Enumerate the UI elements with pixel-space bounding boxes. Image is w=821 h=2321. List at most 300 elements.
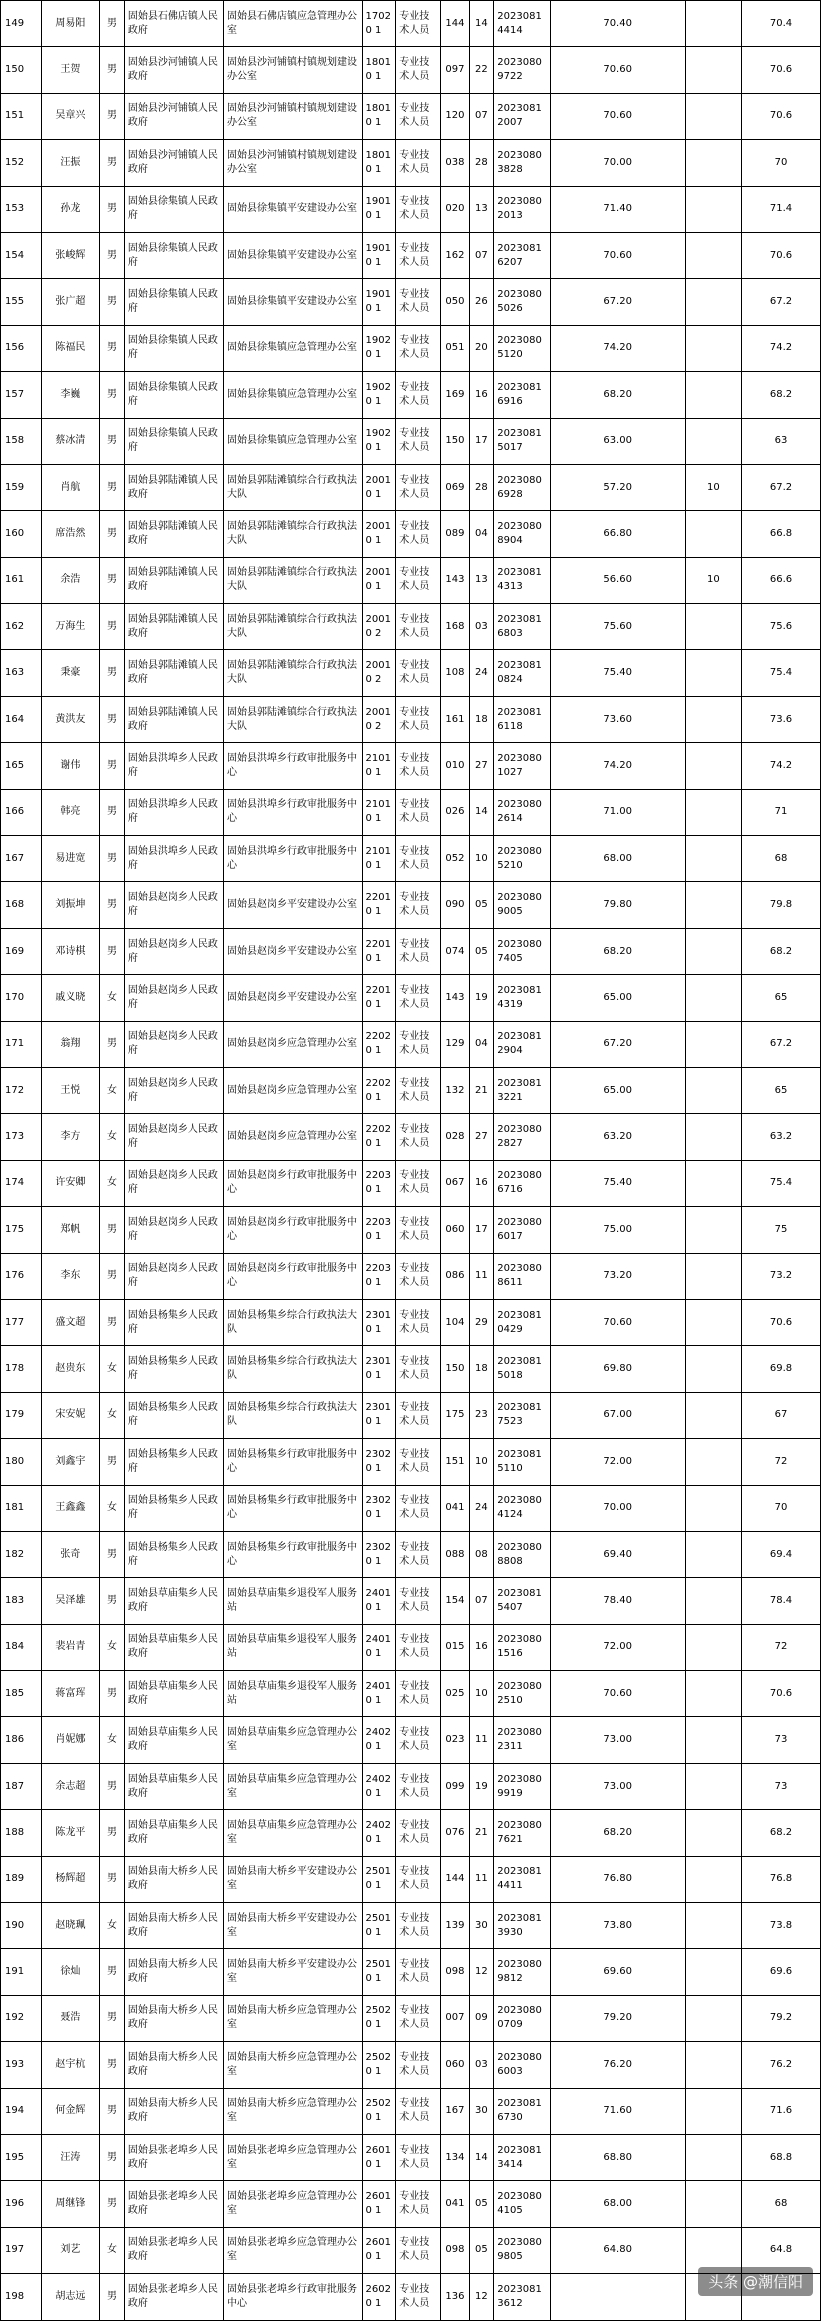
room-cell: 098 bbox=[441, 1949, 469, 1995]
table-row bbox=[1, 1671, 821, 1717]
name-cell: 汪振 bbox=[41, 140, 100, 186]
post-type-cell: 专业技术人员 bbox=[396, 557, 441, 603]
total-cell: 67 bbox=[742, 1392, 821, 1438]
post-type-cell: 专业技术人员 bbox=[396, 2134, 441, 2180]
dept-cell: 固始县沙河铺镇村镇规划建设办公室 bbox=[223, 47, 362, 93]
seq-cell: 176 bbox=[1, 1253, 42, 1299]
ticket-cell: 2023081 4313 bbox=[494, 557, 550, 603]
seat-cell: 10 bbox=[469, 1439, 494, 1485]
written-score-cell: 66.80 bbox=[550, 511, 685, 557]
total-cell: 68.8 bbox=[742, 2134, 821, 2180]
post-code-cell: 18010 1 bbox=[362, 140, 396, 186]
seat-cell: 14 bbox=[469, 2134, 494, 2180]
dept-cell: 固始县郭陆滩镇综合行政执法大队 bbox=[223, 464, 362, 510]
name-cell: 聂浩 bbox=[41, 1995, 100, 2041]
room-cell: 120 bbox=[441, 93, 469, 139]
seat-cell: 11 bbox=[469, 1717, 494, 1763]
ticket-cell: 2023080 6017 bbox=[494, 1207, 550, 1253]
seq-cell: 153 bbox=[1, 186, 42, 232]
gender-cell: 男 bbox=[100, 2088, 125, 2134]
ticket-cell: 2023080 5026 bbox=[494, 279, 550, 325]
seq-cell: 155 bbox=[1, 279, 42, 325]
room-cell: 052 bbox=[441, 836, 469, 882]
post-type-cell: 专业技术人员 bbox=[396, 1856, 441, 1902]
post-code-cell: 24010 1 bbox=[362, 1578, 396, 1624]
unit-cell: 固始县徐集镇人民政府 bbox=[124, 186, 223, 232]
dept-cell: 固始县赵岗乡应急管理办公室 bbox=[223, 1067, 362, 1113]
total-cell: 69.6 bbox=[742, 1949, 821, 1995]
post-type-cell: 专业技术人员 bbox=[396, 1763, 441, 1809]
unit-cell: 固始县赵岗乡人民政府 bbox=[124, 1021, 223, 1067]
table-row bbox=[1, 557, 821, 603]
total-cell: 71.4 bbox=[742, 186, 821, 232]
unit-cell: 固始县杨集乡人民政府 bbox=[124, 1439, 223, 1485]
seat-cell: 07 bbox=[469, 1578, 494, 1624]
name-cell: 刘振坤 bbox=[41, 882, 100, 928]
total-cell: 71.6 bbox=[742, 2088, 821, 2134]
written-score-cell: 68.00 bbox=[550, 836, 685, 882]
unit-cell: 固始县沙河铺镇人民政府 bbox=[124, 47, 223, 93]
post-code-cell: 23020 1 bbox=[362, 1485, 396, 1531]
bonus-cell bbox=[685, 1299, 741, 1345]
gender-cell: 男 bbox=[100, 1207, 125, 1253]
unit-cell: 固始县郭陆滩镇人民政府 bbox=[124, 464, 223, 510]
seat-cell: 19 bbox=[469, 975, 494, 1021]
seq-cell: 152 bbox=[1, 140, 42, 186]
post-type-cell: 专业技术人员 bbox=[396, 325, 441, 371]
name-cell: 王贺 bbox=[41, 47, 100, 93]
dept-cell: 固始县南大桥乡应急管理办公室 bbox=[223, 1995, 362, 2041]
name-cell: 李巍 bbox=[41, 372, 100, 418]
gender-cell: 男 bbox=[100, 279, 125, 325]
dept-cell: 固始县张老埠乡应急管理办公室 bbox=[223, 2134, 362, 2180]
total-cell: 78.4 bbox=[742, 1578, 821, 1624]
bonus-cell bbox=[685, 1671, 741, 1717]
post-type-cell: 专业技术人员 bbox=[396, 1578, 441, 1624]
table-row bbox=[1, 1995, 821, 2041]
post-code-cell: 20010 1 bbox=[362, 511, 396, 557]
bonus-cell bbox=[685, 511, 741, 557]
seat-cell: 12 bbox=[469, 2274, 494, 2320]
name-cell: 陈龙平 bbox=[41, 1810, 100, 1856]
dept-cell: 固始县杨集乡行政审批服务中心 bbox=[223, 1485, 362, 1531]
bonus-cell bbox=[685, 696, 741, 742]
post-code-cell: 18010 1 bbox=[362, 93, 396, 139]
dept-cell: 固始县张老埠乡行政审批服务中心 bbox=[223, 2274, 362, 2320]
post-code-cell: 26010 1 bbox=[362, 2227, 396, 2273]
unit-cell: 固始县郭陆滩镇人民政府 bbox=[124, 511, 223, 557]
seq-cell: 185 bbox=[1, 1671, 42, 1717]
dept-cell: 固始县赵岗乡平安建设办公室 bbox=[223, 975, 362, 1021]
seat-cell: 05 bbox=[469, 928, 494, 974]
name-cell: 张奇 bbox=[41, 1531, 100, 1577]
unit-cell: 固始县南大桥乡人民政府 bbox=[124, 1949, 223, 1995]
seq-cell: 169 bbox=[1, 928, 42, 974]
post-type-cell: 专业技术人员 bbox=[396, 1903, 441, 1949]
table-row bbox=[1, 93, 821, 139]
gender-cell: 男 bbox=[100, 372, 125, 418]
bonus-cell bbox=[685, 372, 741, 418]
written-score-cell: 75.40 bbox=[550, 1160, 685, 1206]
table-row bbox=[1, 2227, 821, 2273]
post-code-cell: 20010 1 bbox=[362, 557, 396, 603]
bonus-cell bbox=[685, 975, 741, 1021]
total-cell: 73 bbox=[742, 1763, 821, 1809]
dept-cell: 固始县徐集镇应急管理办公室 bbox=[223, 418, 362, 464]
ticket-cell: 2023081 2007 bbox=[494, 93, 550, 139]
seq-cell: 168 bbox=[1, 882, 42, 928]
name-cell: 黄洪友 bbox=[41, 696, 100, 742]
ticket-cell: 2023081 5018 bbox=[494, 1346, 550, 1392]
bonus-cell bbox=[685, 1485, 741, 1531]
unit-cell: 固始县赵岗乡人民政府 bbox=[124, 1253, 223, 1299]
room-cell: 088 bbox=[441, 1531, 469, 1577]
ticket-cell: 2023080 1027 bbox=[494, 743, 550, 789]
unit-cell: 固始县沙河铺镇人民政府 bbox=[124, 93, 223, 139]
dept-cell: 固始县洪埠乡行政审批服务中心 bbox=[223, 789, 362, 835]
gender-cell: 男 bbox=[100, 1531, 125, 1577]
dept-cell: 固始县杨集乡行政审批服务中心 bbox=[223, 1439, 362, 1485]
bonus-cell bbox=[685, 928, 741, 974]
room-cell: 089 bbox=[441, 511, 469, 557]
post-type-cell: 专业技术人员 bbox=[396, 511, 441, 557]
room-cell: 134 bbox=[441, 2134, 469, 2180]
unit-cell: 固始县张老埠乡人民政府 bbox=[124, 2274, 223, 2320]
gender-cell: 男 bbox=[100, 789, 125, 835]
ticket-cell: 2023081 4411 bbox=[494, 1856, 550, 1902]
room-cell: 015 bbox=[441, 1624, 469, 1670]
name-cell: 刘鑫宇 bbox=[41, 1439, 100, 1485]
gender-cell: 男 bbox=[100, 696, 125, 742]
written-score-cell: 67.20 bbox=[550, 279, 685, 325]
post-code-cell: 20010 2 bbox=[362, 604, 396, 650]
dept-cell: 固始县南大桥乡平安建设办公室 bbox=[223, 1856, 362, 1902]
unit-cell: 固始县南大桥乡人民政府 bbox=[124, 1856, 223, 1902]
total-cell: 70.6 bbox=[742, 93, 821, 139]
gender-cell: 男 bbox=[100, 604, 125, 650]
post-code-cell: 21010 1 bbox=[362, 836, 396, 882]
seq-cell: 166 bbox=[1, 789, 42, 835]
seat-cell: 23 bbox=[469, 1392, 494, 1438]
seat-cell: 29 bbox=[469, 1299, 494, 1345]
table-row bbox=[1, 1485, 821, 1531]
seq-cell: 167 bbox=[1, 836, 42, 882]
written-score-cell: 72.00 bbox=[550, 1624, 685, 1670]
total-cell: 74.2 bbox=[742, 743, 821, 789]
seat-cell: 12 bbox=[469, 1949, 494, 1995]
written-score-cell: 74.20 bbox=[550, 743, 685, 789]
seat-cell: 14 bbox=[469, 789, 494, 835]
written-score-cell: 70.00 bbox=[550, 140, 685, 186]
unit-cell: 固始县赵岗乡人民政府 bbox=[124, 1207, 223, 1253]
bonus-cell bbox=[685, 186, 741, 232]
bonus-cell bbox=[685, 1903, 741, 1949]
total-cell: 70.6 bbox=[742, 47, 821, 93]
name-cell: 余浩 bbox=[41, 557, 100, 603]
total-cell: 70.6 bbox=[742, 1671, 821, 1717]
gender-cell: 男 bbox=[100, 2042, 125, 2088]
gender-cell: 男 bbox=[100, 836, 125, 882]
total-cell: 72 bbox=[742, 1439, 821, 1485]
post-code-cell: 19010 1 bbox=[362, 279, 396, 325]
room-cell: 010 bbox=[441, 743, 469, 789]
total-cell: 64.8 bbox=[742, 2227, 821, 2273]
unit-cell: 固始县草庙集乡人民政府 bbox=[124, 1671, 223, 1717]
unit-cell: 固始县郭陆滩镇人民政府 bbox=[124, 650, 223, 696]
table-row bbox=[1, 232, 821, 278]
table-row bbox=[1, 1624, 821, 1670]
post-type-cell: 专业技术人员 bbox=[396, 1810, 441, 1856]
table-row bbox=[1, 1392, 821, 1438]
ticket-cell: 2023080 9005 bbox=[494, 882, 550, 928]
table-row bbox=[1, 1346, 821, 1392]
dept-cell: 固始县赵岗乡平安建设办公室 bbox=[223, 928, 362, 974]
table-row bbox=[1, 1903, 821, 1949]
room-cell: 051 bbox=[441, 325, 469, 371]
room-cell: 025 bbox=[441, 1671, 469, 1717]
gender-cell: 男 bbox=[100, 928, 125, 974]
gender-cell: 男 bbox=[100, 1578, 125, 1624]
written-score-cell: 70.00 bbox=[550, 1485, 685, 1531]
table-row bbox=[1, 418, 821, 464]
post-type-cell: 专业技术人员 bbox=[396, 1067, 441, 1113]
post-code-cell: 19020 1 bbox=[362, 372, 396, 418]
name-cell: 赵宇杭 bbox=[41, 2042, 100, 2088]
bonus-cell bbox=[685, 279, 741, 325]
table-row bbox=[1, 1856, 821, 1902]
table-row bbox=[1, 325, 821, 371]
ticket-cell: 2023081 4319 bbox=[494, 975, 550, 1021]
seq-cell: 195 bbox=[1, 2134, 42, 2180]
bonus-cell bbox=[685, 882, 741, 928]
ticket-cell: 2023080 5120 bbox=[494, 325, 550, 371]
bonus-cell bbox=[685, 1439, 741, 1485]
name-cell: 李东 bbox=[41, 1253, 100, 1299]
bonus-cell bbox=[685, 1346, 741, 1392]
table-row bbox=[1, 2134, 821, 2180]
seq-cell: 179 bbox=[1, 1392, 42, 1438]
bonus-cell bbox=[685, 1160, 741, 1206]
gender-cell: 男 bbox=[100, 2274, 125, 2320]
unit-cell: 固始县徐集镇人民政府 bbox=[124, 232, 223, 278]
written-score-cell: 70.60 bbox=[550, 1299, 685, 1345]
table-row bbox=[1, 47, 821, 93]
dept-cell: 固始县草庙集乡退役军人服务站 bbox=[223, 1624, 362, 1670]
ticket-cell: 2023080 4105 bbox=[494, 2181, 550, 2227]
seq-cell: 198 bbox=[1, 2274, 42, 2320]
post-type-cell: 专业技术人员 bbox=[396, 1995, 441, 2041]
name-cell: 孙龙 bbox=[41, 186, 100, 232]
gender-cell: 男 bbox=[100, 1671, 125, 1717]
gender-cell: 男 bbox=[100, 882, 125, 928]
table-row bbox=[1, 279, 821, 325]
bonus-cell bbox=[685, 789, 741, 835]
seat-cell: 11 bbox=[469, 1856, 494, 1902]
written-score-cell: 75.40 bbox=[550, 650, 685, 696]
ticket-cell: 2023081 4414 bbox=[494, 1, 550, 47]
bonus-cell bbox=[685, 47, 741, 93]
table-row bbox=[1, 1949, 821, 1995]
bonus-cell bbox=[685, 2088, 741, 2134]
ticket-cell: 2023080 9722 bbox=[494, 47, 550, 93]
gender-cell: 男 bbox=[100, 1856, 125, 1902]
name-cell: 余志超 bbox=[41, 1763, 100, 1809]
unit-cell: 固始县杨集乡人民政府 bbox=[124, 1346, 223, 1392]
room-cell: 050 bbox=[441, 279, 469, 325]
ticket-cell: 2023080 5210 bbox=[494, 836, 550, 882]
bonus-cell bbox=[685, 1717, 741, 1763]
post-code-cell: 19020 1 bbox=[362, 325, 396, 371]
gender-cell: 男 bbox=[100, 1299, 125, 1345]
post-code-cell: 22020 1 bbox=[362, 1114, 396, 1160]
post-code-cell: 23020 1 bbox=[362, 1531, 396, 1577]
total-cell: 79.8 bbox=[742, 882, 821, 928]
post-type-cell: 专业技术人员 bbox=[396, 2181, 441, 2227]
ticket-cell: 2023081 3221 bbox=[494, 1067, 550, 1113]
seat-cell: 13 bbox=[469, 557, 494, 603]
gender-cell: 女 bbox=[100, 1624, 125, 1670]
room-cell: 139 bbox=[441, 1903, 469, 1949]
written-score-cell: 70.60 bbox=[550, 1671, 685, 1717]
bonus-cell bbox=[685, 650, 741, 696]
total-cell: 71 bbox=[742, 789, 821, 835]
seq-cell: 188 bbox=[1, 1810, 42, 1856]
total-cell: 68.2 bbox=[742, 372, 821, 418]
gender-cell: 男 bbox=[100, 2181, 125, 2227]
written-score-cell: 73.00 bbox=[550, 1763, 685, 1809]
gender-cell: 男 bbox=[100, 2134, 125, 2180]
room-cell: 168 bbox=[441, 604, 469, 650]
unit-cell: 固始县石佛店镇人民政府 bbox=[124, 1, 223, 47]
post-type-cell: 专业技术人员 bbox=[396, 1485, 441, 1531]
name-cell: 胡志远 bbox=[41, 2274, 100, 2320]
total-cell: 70 bbox=[742, 1485, 821, 1531]
table-row bbox=[1, 928, 821, 974]
seq-cell: 194 bbox=[1, 2088, 42, 2134]
seq-cell: 181 bbox=[1, 1485, 42, 1531]
unit-cell: 固始县杨集乡人民政府 bbox=[124, 1299, 223, 1345]
table-row bbox=[1, 836, 821, 882]
seat-cell: 03 bbox=[469, 2042, 494, 2088]
ticket-cell: 2023080 9805 bbox=[494, 2227, 550, 2273]
total-cell: 76.2 bbox=[742, 2042, 821, 2088]
unit-cell: 固始县草庙集乡人民政府 bbox=[124, 1578, 223, 1624]
seat-cell: 07 bbox=[469, 232, 494, 278]
post-code-cell: 25010 1 bbox=[362, 1949, 396, 1995]
ticket-cell: 2023080 7621 bbox=[494, 1810, 550, 1856]
seq-cell: 182 bbox=[1, 1531, 42, 1577]
bonus-cell bbox=[685, 1856, 741, 1902]
name-cell: 周继锋 bbox=[41, 2181, 100, 2227]
seq-cell: 165 bbox=[1, 743, 42, 789]
name-cell: 盛文超 bbox=[41, 1299, 100, 1345]
ticket-cell: 2023081 6118 bbox=[494, 696, 550, 742]
bonus-cell bbox=[685, 836, 741, 882]
room-cell: 144 bbox=[441, 1, 469, 47]
written-score-cell: 69.40 bbox=[550, 1531, 685, 1577]
dept-cell: 固始县杨集乡综合行政执法大队 bbox=[223, 1299, 362, 1345]
dept-cell: 固始县赵岗乡行政审批服务中心 bbox=[223, 1253, 362, 1299]
ticket-cell: 2023080 4124 bbox=[494, 1485, 550, 1531]
ticket-cell: 2023080 8611 bbox=[494, 1253, 550, 1299]
dept-cell: 固始县赵岗乡平安建设办公室 bbox=[223, 882, 362, 928]
total-cell: 70 bbox=[742, 140, 821, 186]
dept-cell: 固始县郭陆滩镇综合行政执法大队 bbox=[223, 696, 362, 742]
total-cell: 70.4 bbox=[742, 1, 821, 47]
name-cell: 何金辉 bbox=[41, 2088, 100, 2134]
table-row bbox=[1, 1, 821, 47]
name-cell: 韩亮 bbox=[41, 789, 100, 835]
dept-cell: 固始县草庙集乡退役军人服务站 bbox=[223, 1578, 362, 1624]
unit-cell: 固始县沙河铺镇人民政府 bbox=[124, 140, 223, 186]
post-type-cell: 专业技术人员 bbox=[396, 47, 441, 93]
seq-cell: 177 bbox=[1, 1299, 42, 1345]
written-score-cell: 73.60 bbox=[550, 696, 685, 742]
seq-cell: 157 bbox=[1, 372, 42, 418]
total-cell: 68 bbox=[742, 836, 821, 882]
name-cell: 蒋富珲 bbox=[41, 1671, 100, 1717]
written-score-cell: 68.20 bbox=[550, 1810, 685, 1856]
post-code-cell: 19010 1 bbox=[362, 186, 396, 232]
seq-cell: 158 bbox=[1, 418, 42, 464]
unit-cell: 固始县洪埠乡人民政府 bbox=[124, 836, 223, 882]
seq-cell: 171 bbox=[1, 1021, 42, 1067]
gender-cell: 男 bbox=[100, 650, 125, 696]
room-cell: 086 bbox=[441, 1253, 469, 1299]
seat-cell: 14 bbox=[469, 1, 494, 47]
seat-cell: 09 bbox=[469, 1995, 494, 2041]
post-code-cell: 18010 1 bbox=[362, 47, 396, 93]
table-row bbox=[1, 882, 821, 928]
table-row bbox=[1, 2181, 821, 2227]
table-row bbox=[1, 1067, 821, 1113]
post-type-cell: 专业技术人员 bbox=[396, 2088, 441, 2134]
post-code-cell: 22010 1 bbox=[362, 882, 396, 928]
post-type-cell: 专业技术人员 bbox=[396, 464, 441, 510]
written-score-cell: 70.60 bbox=[550, 93, 685, 139]
total-cell: 63 bbox=[742, 418, 821, 464]
seq-cell: 184 bbox=[1, 1624, 42, 1670]
gender-cell: 男 bbox=[100, 464, 125, 510]
table-row bbox=[1, 2042, 821, 2088]
dept-cell: 固始县洪埠乡行政审批服务中心 bbox=[223, 836, 362, 882]
name-cell: 张峻辉 bbox=[41, 232, 100, 278]
gender-cell: 男 bbox=[100, 1995, 125, 2041]
total-cell: 65 bbox=[742, 1067, 821, 1113]
seat-cell: 28 bbox=[469, 464, 494, 510]
post-type-cell: 专业技术人员 bbox=[396, 1114, 441, 1160]
dept-cell: 固始县南大桥乡平安建设办公室 bbox=[223, 1949, 362, 1995]
bonus-cell bbox=[685, 1392, 741, 1438]
post-code-cell: 25020 1 bbox=[362, 1995, 396, 2041]
bonus-cell bbox=[685, 1, 741, 47]
bonus-cell bbox=[685, 325, 741, 371]
gender-cell: 男 bbox=[100, 1810, 125, 1856]
name-cell: 易进宽 bbox=[41, 836, 100, 882]
post-type-cell: 专业技术人员 bbox=[396, 2274, 441, 2320]
room-cell: 028 bbox=[441, 1114, 469, 1160]
gender-cell: 男 bbox=[100, 511, 125, 557]
ticket-cell: 2023080 6003 bbox=[494, 2042, 550, 2088]
bonus-cell bbox=[685, 1763, 741, 1809]
post-type-cell: 专业技术人员 bbox=[396, 928, 441, 974]
seat-cell: 17 bbox=[469, 418, 494, 464]
name-cell: 周易阳 bbox=[41, 1, 100, 47]
post-code-cell: 19010 1 bbox=[362, 232, 396, 278]
written-score-cell: 74.20 bbox=[550, 325, 685, 371]
dept-cell: 固始县洪埠乡行政审批服务中心 bbox=[223, 743, 362, 789]
seq-cell: 170 bbox=[1, 975, 42, 1021]
